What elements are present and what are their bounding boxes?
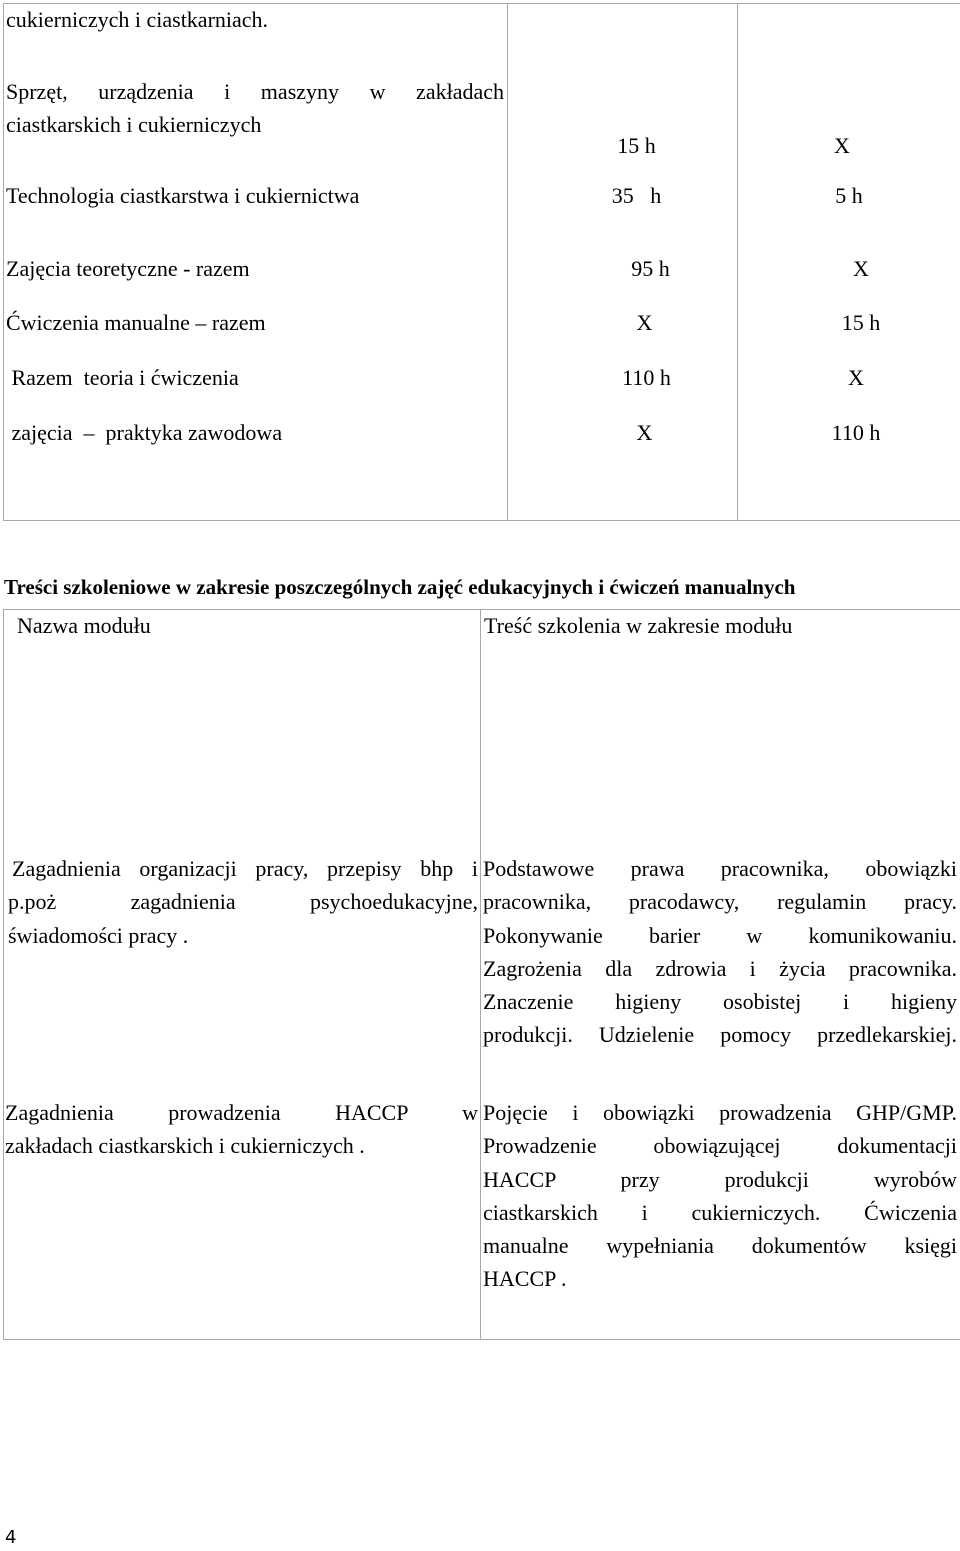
hours-theory-value: X	[636, 420, 653, 445]
content-line: Pokonywanie barier w komunikowaniu.	[483, 922, 957, 948]
hours-row-label: Ćwiczenia manualne – razem	[6, 310, 266, 335]
hours-manual-value: X	[848, 365, 864, 390]
training-content	[483, 852, 957, 1052]
header-module-name: Nazwa modułu	[17, 613, 151, 638]
hours-theory-value: 15 h	[617, 133, 656, 158]
content-table-divider	[480, 609, 481, 1340]
module-line: p.poż zagadnienia psychoedukacyjne,	[8, 889, 478, 915]
hours-table-divider	[507, 3, 508, 521]
module-name	[5, 1096, 478, 1163]
hours-theory-value: 35 h	[611, 183, 662, 208]
module-line: świadomości pracy .	[8, 922, 189, 948]
header-training-content: Treść szkolenia w zakresie modułu	[484, 613, 793, 638]
hours-theory-value: 95 h	[631, 256, 670, 281]
content-line: Prowadzenie obowiązującej dokumentacji	[483, 1133, 957, 1159]
hours-manual-value: X	[834, 133, 850, 158]
hours-row-label: zajęcia – praktyka zawodowa	[6, 420, 283, 445]
content-line: manualne wypełniania dokumentów księgi	[483, 1233, 957, 1259]
content-line: Zagrożenia dla zdrowia i życia pracownika.	[483, 955, 957, 981]
hours-manual-value: 5 h	[835, 183, 863, 208]
content-line: Znaczenie higieny osobistej i higieny	[483, 989, 957, 1015]
hours-theory-value: 110 h	[622, 365, 671, 390]
content-line: produkcji. Udzielenie pomocy przedlekarskiej.	[483, 1022, 957, 1048]
content-line: HACCP przy produkcji wyrobów	[483, 1166, 957, 1192]
top-fragment: cukierniczych i ciastkarniach.	[6, 7, 269, 32]
training-content	[483, 1096, 957, 1296]
content-line: HACCP .	[483, 1266, 567, 1292]
hours-row-label: Technologia ciastkarstwa i cukiernictwa	[6, 183, 360, 208]
module-name	[8, 852, 478, 952]
module-line: Zagadnienia prowadzenia HACCP w	[5, 1100, 478, 1125]
hours-row-label: Razem teoria i ćwiczenia	[6, 365, 239, 390]
page-number: 4	[5, 1527, 17, 1548]
module-line: Zagadnienia organizacji pracy, przepisy bhp i	[12, 856, 478, 881]
hours-row-label: Sprzęt, urządzenia i maszyny w zakładach	[6, 79, 504, 104]
hours-row-label: Zajęcia teoretyczne - razem	[6, 256, 250, 281]
hours-theory-value: X	[636, 310, 653, 335]
content-line: ciastkarskich i cukierniczych. Ćwiczenia	[483, 1199, 957, 1225]
hours-manual-value: X	[853, 256, 869, 281]
hours-row-label: ciastkarskich i cukierniczych	[6, 112, 262, 137]
content-line: pracownika, pracodawcy, regulamin pracy.	[483, 889, 957, 915]
module-line: zakładach ciastkarskich i cukierniczych .	[5, 1133, 365, 1159]
content-line: Pojęcie i obowiązki prowadzenia GHP/GMP.	[483, 1100, 957, 1125]
hours-manual-value: 110 h	[831, 420, 881, 445]
content-line: Podstawowe prawa pracownika, obowiązki	[483, 856, 957, 881]
hours-manual-value: 15 h	[841, 310, 881, 335]
section-heading: Treści szkoleniowe w zakresie poszczególnych zajęć edukacyjnych i ćwiczeń manualnych	[4, 575, 796, 599]
